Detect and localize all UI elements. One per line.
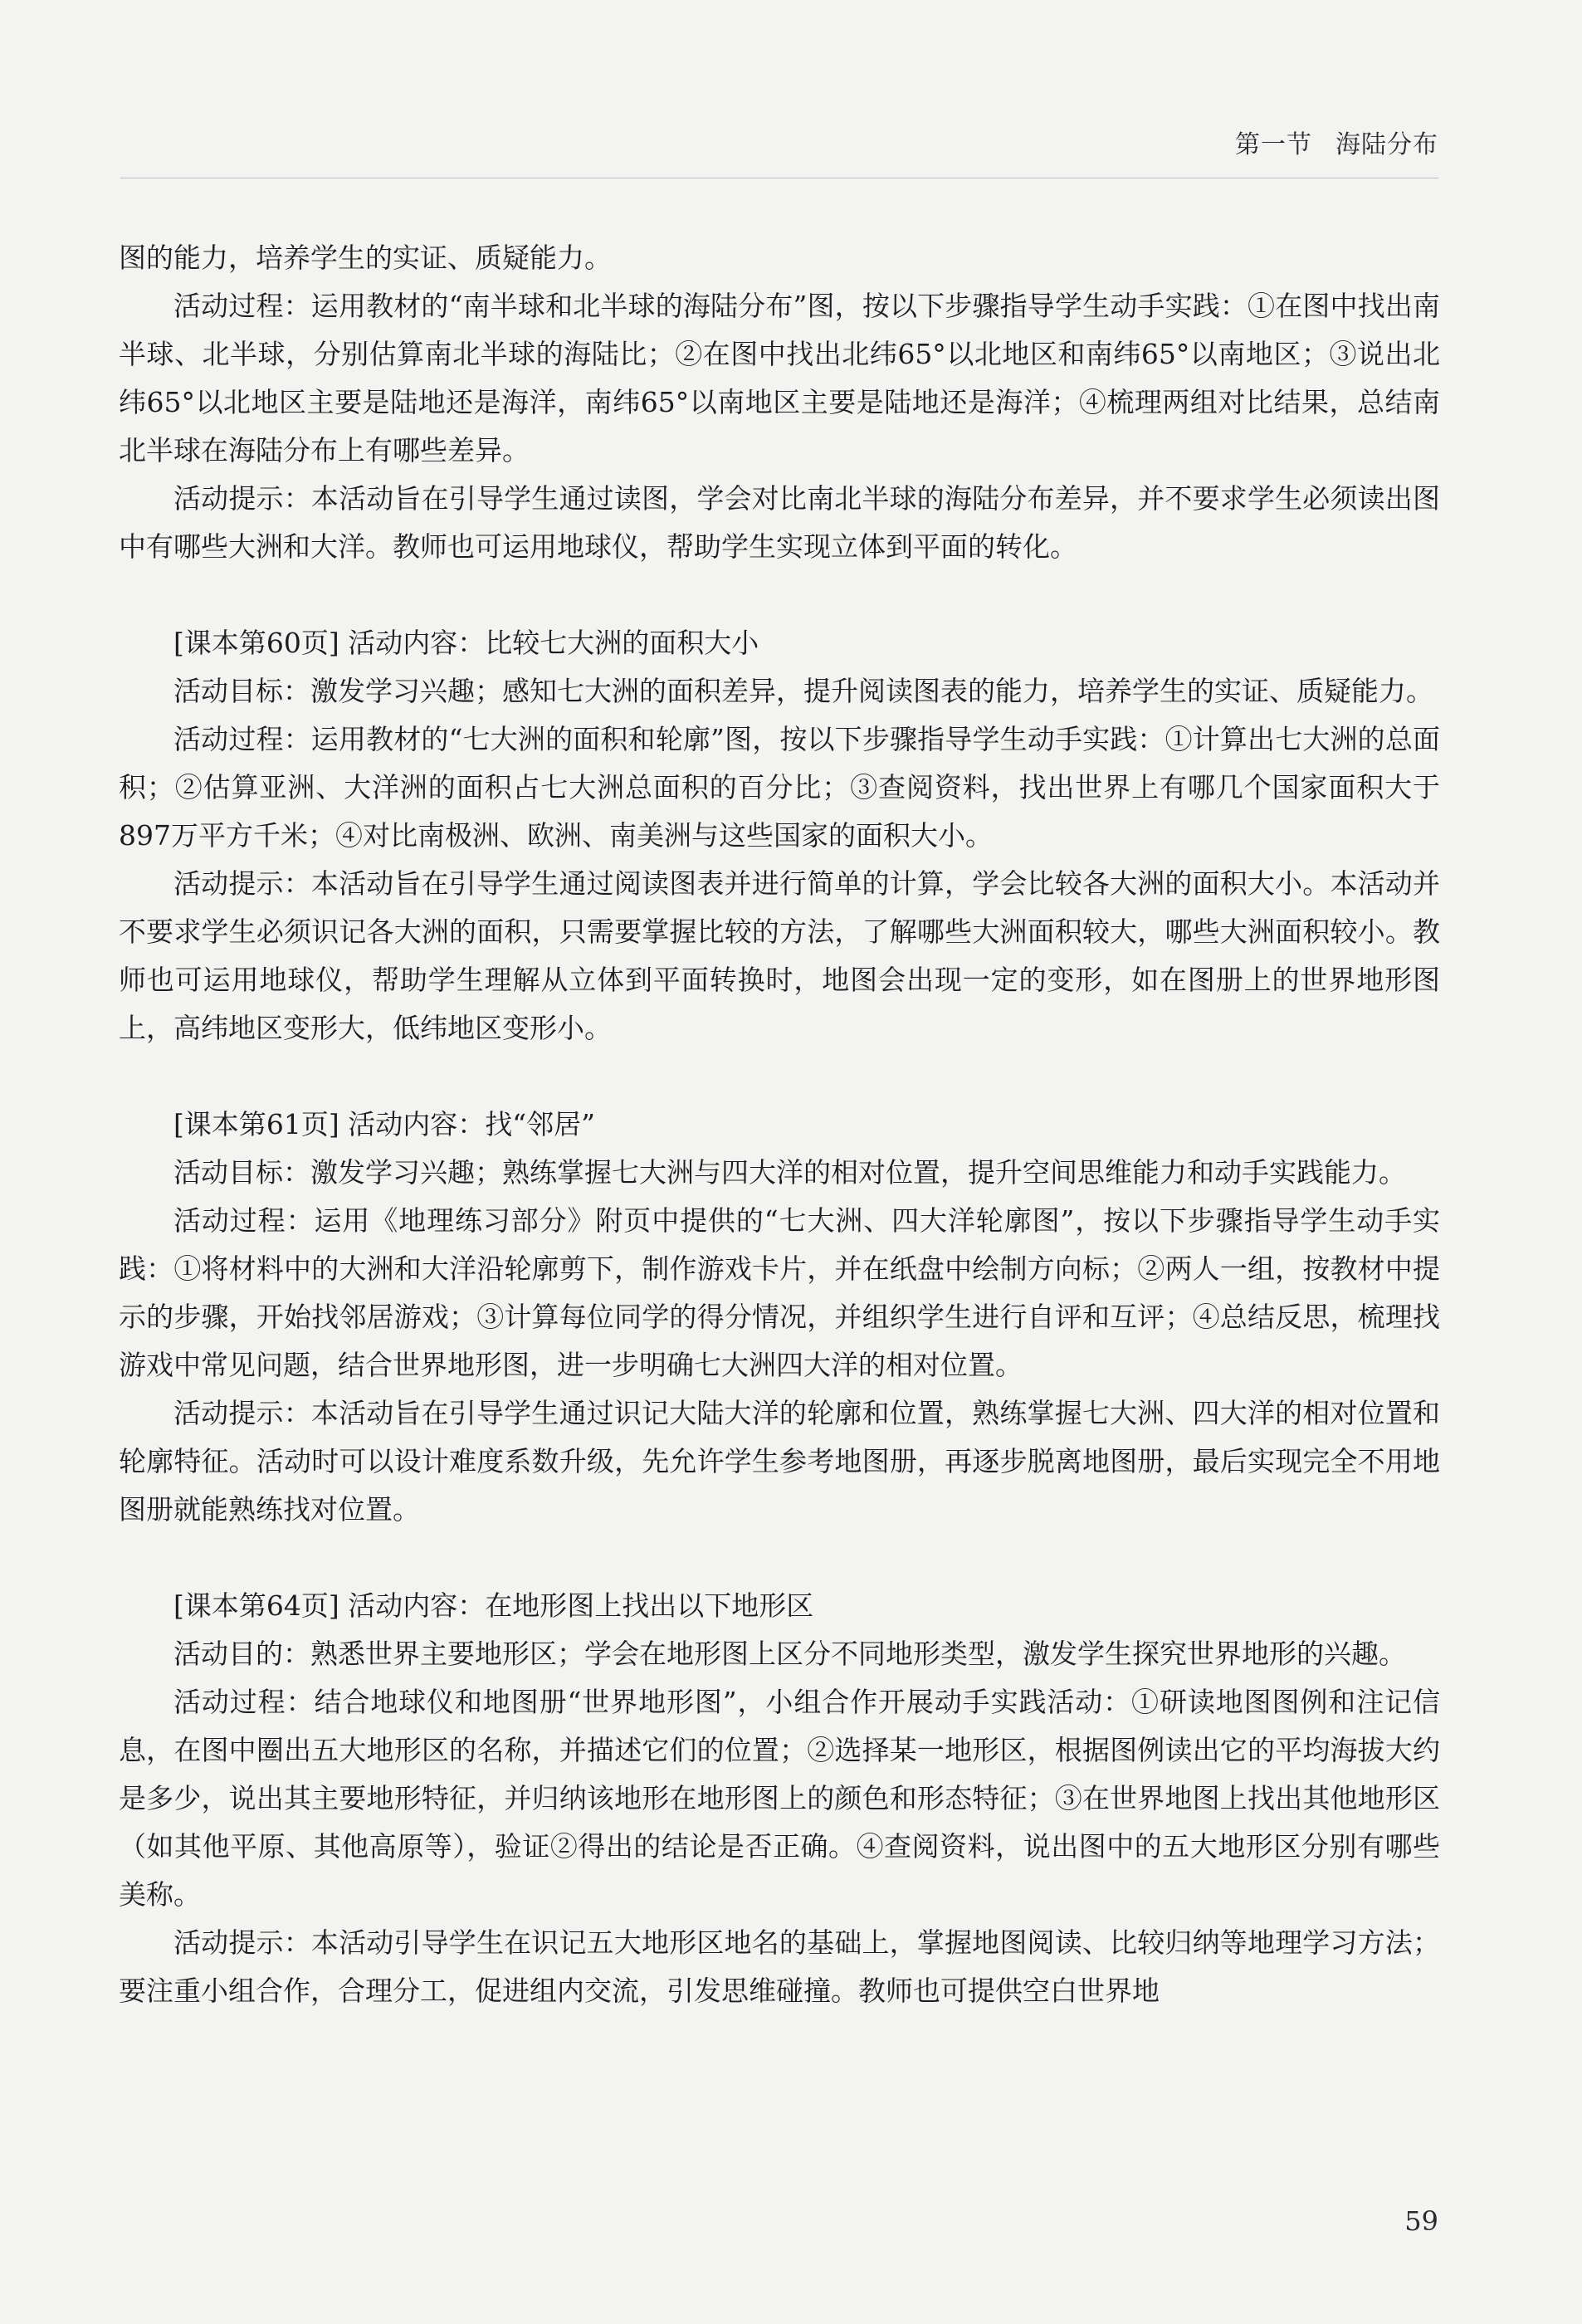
paragraph: 活动过程：运用教材的“七大洲的面积和轮廓”图，按以下步骤指导学生动手实践：①计算出七大洲的总面积；②估算亚洲、大洋洲的面积占七大洲总面积的百分比；③查阅资料，找出世界上有哪几个国家面积大于897万平方千米；④对比南极洲、欧洲、南美洲与这些国家的面积大小。 bbox=[119, 723, 1440, 852]
paragraph: 活动目标：激发学习兴趣；熟练掌握七大洲与四大洋的相对位置，提升空间思维能力和动手实践能力。 bbox=[173, 1156, 1406, 1189]
paragraph: 图的能力，培养学生的实证、质疑能力。 bbox=[119, 242, 612, 274]
paragraph: 活动目的：熟悉世界主要地形区；学会在地形图上区分不同地形类型，激发学生探究世界地形的兴趣。 bbox=[173, 1638, 1406, 1670]
section-heading: [课本第64页] 活动内容：在地形图上找出以下地形区 bbox=[173, 1589, 814, 1622]
section-heading: [课本第60页] 活动内容：比较七大洲的面积大小 bbox=[173, 627, 759, 659]
paragraph: 活动过程：运用教材的“南半球和北半球的海陆分布”图，按以下步骤指导学生动手实践：①在图中找出南半球、北半球，分别估算南北半球的海陆比；②在图中找出北纬65°以北地区和南纬65°以南地区；③说出北纬65°以北地区主要是陆地还是海洋，南纬65°以南地区主要是陆地还是海洋；④梳理两组对比结果，总结南北半球在海陆分布上有哪些差异。 bbox=[119, 290, 1440, 466]
header-section: 第一节 bbox=[1235, 130, 1312, 159]
paragraph: 活动提示：本活动引导学生在识记五大地形区地名的基础上，掌握地图阅读、比较归纳等地理学习方法；要注重小组合作，合理分工，促进组内交流，引发思维碰撞。教师也可提供空白世界地 bbox=[119, 1926, 1440, 2007]
running-header bbox=[1235, 129, 1438, 162]
paragraph: 活动提示：本活动旨在引导学生通过阅读图表并进行简单的计算，学会比较各大洲的面积大小。本活动并不要求学生必须识记各大洲的面积，只需要掌握比较的方法，了解哪些大洲面积较大，哪些大洲面积较小。教师也可运用地球仪，帮助学生理解从立体到平面转换时，地图会出现一定的变形，如在图册上的世界地形图上，高纬地区变形大，低纬地区变形小。 bbox=[119, 867, 1440, 1044]
body-text bbox=[119, 234, 1440, 2015]
paragraph: 活动提示：本活动旨在引导学生通过识记大陆大洋的轮廓和位置，熟练掌握七大洲、四大洋的相对位置和轮廓特征。活动时可以设计难度系数升级，先允许学生参考地图册，再逐步脱离地图册，最后实现完全不用地图册就能熟练找对位置。 bbox=[119, 1397, 1440, 1526]
paragraph: 活动过程：结合地球仪和地图册“世界地形图”，小组合作开展动手实践活动：①研读地图图例和注记信息，在图中圈出五大地形区的名称，并描述它们的位置；②选择某一地形区，根据图例读出它的平均海拔大约是多少，说出其主要地形特征，并归纳该地形在地形图上的颜色和形态特征；③在世界地图上找出其他地形区（如其他平原、其他高原等），验证②得出的结论是否正确。④查阅资料，说出图中的五大地形区分别有哪些美称。 bbox=[119, 1686, 1440, 1911]
page-number: 59 bbox=[1404, 2205, 1438, 2237]
paragraph: 活动目标：激发学习兴趣；感知七大洲的面积差异，提升阅读图表的能力，培养学生的实证、质疑能力。 bbox=[173, 675, 1433, 707]
section-heading: [课本第61页] 活动内容：找“邻居” bbox=[173, 1108, 595, 1140]
paragraph: 活动过程：运用《地理练习部分》附页中提供的“七大洲、四大洋轮廓图”，按以下步骤指导学生动手实践：①将材料中的大洲和大洋沿轮廓剪下，制作游戏卡片，并在纸盘中绘制方向标；②两人一组，按教材中提示的步骤，开始找邻居游戏；③计算每位同学的得分情况，并组织学生进行自评和互评；④总结反思，梳理找游戏中常见问题，结合世界地形图，进一步明确七大洲四大洋的相对位置。 bbox=[119, 1204, 1440, 1381]
header-title: 海陆分布 bbox=[1335, 130, 1438, 159]
paragraph: 活动提示：本活动旨在引导学生通过读图，学会对比南北半球的海陆分布差异，并不要求学生必须读出图中有哪些大洲和大洋。教师也可运用地球仪，帮助学生实现立体到平面的转化。 bbox=[119, 482, 1440, 563]
